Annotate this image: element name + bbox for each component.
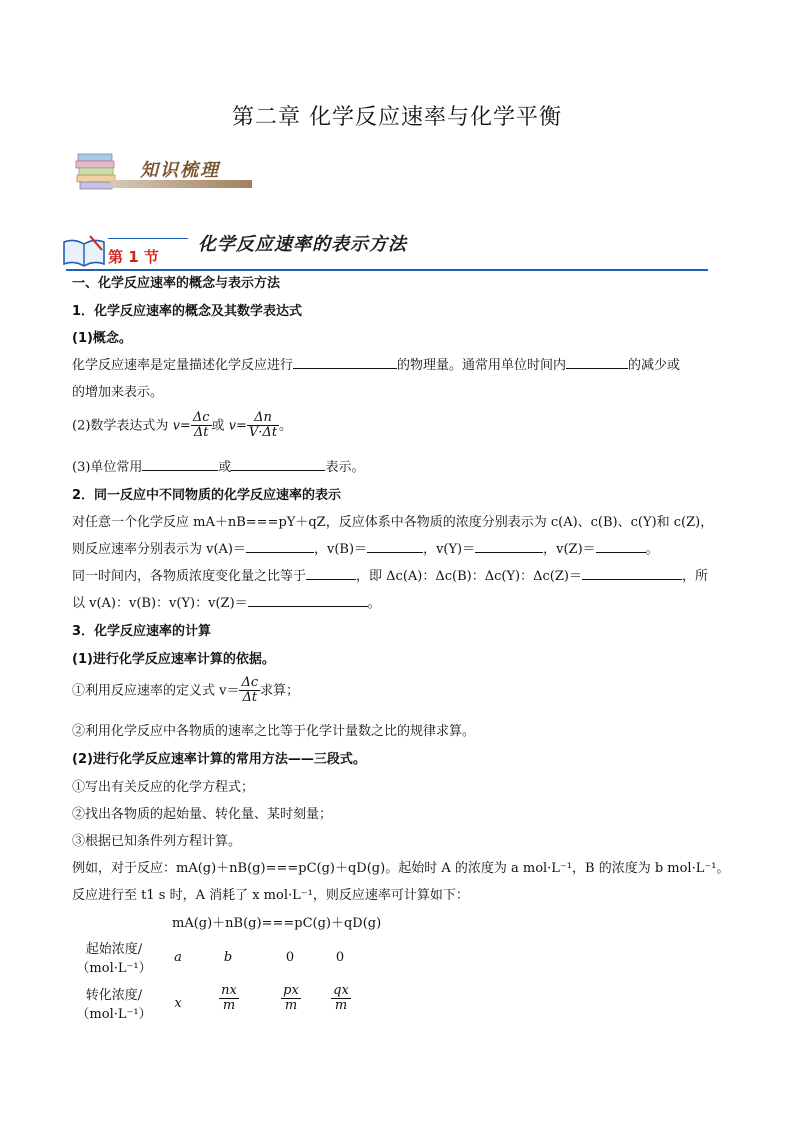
row1-cell-c: 0: [285, 950, 295, 965]
rate-2b: ，v(B)＝: [314, 542, 368, 557]
example-line-1: 例如，对于反应：mA(g)＋nB(g)===pC(g)＋qD(g)。起始时 A 的浓度为 a mol·L⁻¹，B 的浓度为 b mol·L⁻¹。: [72, 861, 730, 876]
row2-frac-q: [328, 984, 354, 1014]
concept-text-d: 的增加来表示。: [72, 385, 164, 400]
expr-fraction-1: [191, 411, 212, 441]
row2-cell-x: [168, 996, 188, 1011]
concept-heading: (1)概念。: [72, 331, 132, 346]
unit-text-c: 表示。: [325, 460, 365, 475]
expr-label: (2)数学表达式为: [72, 418, 173, 434]
rate-4b: 。: [367, 596, 381, 611]
concept-text-c: 的减少或: [628, 358, 681, 373]
cell-b: b: [223, 950, 233, 965]
expr-fraction-2: [247, 411, 279, 441]
basis-frac-den: Δt: [242, 690, 258, 706]
heading-3: 3．化学反应速率的计算: [72, 624, 212, 639]
blank-unit-2[interactable]: [231, 458, 325, 471]
unit-text-b: 或: [218, 460, 232, 475]
subheading-1-1: 1．化学反应速率的概念及其数学表达式: [72, 304, 303, 319]
row1-cell-d: 0: [335, 950, 345, 965]
concept-text-a: 化学反应速率是定量描述化学反应进行: [72, 358, 294, 373]
table-row-label-1: [74, 938, 154, 976]
blank-rate-ratio[interactable]: [248, 594, 368, 607]
section-header: [62, 226, 708, 274]
rate-4a: 以 v(A)：v(B)：v(Y)：v(Z)＝: [72, 596, 248, 611]
concept-text-b: 的物理量。通常用单位时间内: [397, 358, 567, 373]
rate-line-3: [72, 565, 708, 584]
expr-v2: v: [228, 418, 236, 434]
row2-label-a: 转化浓度/: [85, 988, 143, 1003]
blank-vY[interactable]: [475, 540, 543, 553]
expr-end: 。: [279, 418, 293, 434]
heading-2: 2．同一反应中不同物质的化学反应速率的表示: [72, 488, 342, 503]
blank-vA[interactable]: [246, 540, 314, 553]
blank-concept-2[interactable]: [566, 356, 628, 369]
rate-3b: ，即 Δc(A)：Δc(B)：Δc(Y)：Δc(Z)＝: [356, 569, 582, 584]
basis-1b: 求算；: [260, 683, 300, 699]
section-title: 化学反应速率的表示方法: [198, 234, 407, 255]
blank-conc-ratio[interactable]: [582, 567, 682, 580]
rate-line-1: 对任意一个化学反应 mA＋nB===pY＋qZ，反应体系中各物质的浓度分别表示为 c(A)、c(B)、c(Y)和 c(Z)，: [72, 515, 714, 530]
row1-label-b: （mol·L⁻¹）: [76, 961, 152, 976]
concept-line: [72, 354, 680, 373]
frac-px-den: m: [284, 998, 298, 1014]
rate-line-4: [72, 592, 381, 611]
blank-vB[interactable]: [367, 540, 423, 553]
row2-label-b: （mol·L⁻¹）: [76, 1007, 152, 1022]
frac-qx: qx: [333, 983, 349, 998]
step-3: ③根据已知条件列方程计算。: [72, 834, 242, 849]
step-2: ②找出各物质的起始量、转化量、某时刻量；: [72, 807, 333, 822]
basis-1a: ①利用反应速率的定义式 v＝: [72, 683, 240, 699]
rate-2a: 则反应速率分别表示为 v(A)＝: [72, 542, 247, 557]
heading-1: 一、化学反应速率的概念与表示方法: [72, 276, 281, 291]
open-book-icon: [62, 234, 106, 268]
step-1: ①写出有关反应的化学方程式；: [72, 780, 255, 795]
frac2-den: V·Δt: [248, 425, 278, 441]
banner-label: 知识梳理: [140, 160, 220, 181]
expr-eq: =: [179, 418, 191, 434]
basis-line-2: ②利用化学反应中各物质的速率之比等于化学计量数之比的规律求算。: [72, 724, 476, 739]
frac2-num: Δn: [247, 411, 279, 426]
frac-nx-den: m: [222, 998, 236, 1014]
expr-eq2: =: [236, 418, 247, 434]
blank-ratio[interactable]: [306, 567, 356, 580]
table-equation: mA(g)＋nB(g)===pC(g)＋qD(g): [172, 916, 382, 931]
subheading-3-1: (1)进行化学反应速率计算的依据。: [72, 652, 275, 667]
row1-label-a: 起始浓度/: [85, 942, 143, 957]
row1-cell-a: [168, 950, 188, 965]
knowledge-banner: [74, 148, 254, 194]
cell-x: x: [174, 996, 182, 1011]
table-row-label-2: [74, 984, 154, 1022]
unit-line: [72, 456, 364, 475]
rate-2d: ，v(Z)＝: [543, 542, 596, 557]
frac1-den: Δt: [193, 425, 209, 441]
row2-frac-p: [278, 984, 304, 1014]
rate-line-2: [72, 538, 659, 557]
frac-nx: nx: [221, 983, 237, 998]
frac-qx-den: m: [334, 998, 348, 1014]
rate-3a: 同一时间内，各物质浓度变化量之比等于: [72, 569, 307, 584]
expr-v: v: [172, 418, 180, 434]
blank-vZ[interactable]: [596, 540, 646, 553]
rate-2e: 。: [645, 542, 659, 557]
blank-unit-1[interactable]: [142, 458, 218, 471]
section-badge: 第 1 节: [108, 248, 159, 266]
subheading-3-2: (2)进行化学反应速率计算的常用方法——三段式。: [72, 752, 366, 767]
unit-text-a: (3)单位常用: [72, 460, 143, 475]
blank-concept-1[interactable]: [293, 356, 397, 369]
rate-3c: ，所: [681, 569, 708, 584]
frac1-num: Δc: [192, 410, 210, 425]
basis-line-1: [72, 676, 299, 706]
row1-cell-b: [218, 950, 238, 965]
example-line-2: 反应进行至 t1 s 时，A 消耗了 x mol·L⁻¹，则反应速率可计算如下：: [72, 888, 469, 903]
basis-frac-num: Δc: [241, 675, 259, 690]
cell-a: a: [174, 950, 182, 965]
expression-line: [72, 411, 292, 441]
row2-frac-n: [216, 984, 242, 1014]
expr-or: 或: [211, 418, 229, 434]
chapter-title: 第二章 化学反应速率与化学平衡: [232, 105, 562, 130]
frac-px: px: [283, 983, 299, 998]
basis-fraction: [239, 676, 260, 706]
rate-2c: ，v(Y)＝: [423, 542, 476, 557]
